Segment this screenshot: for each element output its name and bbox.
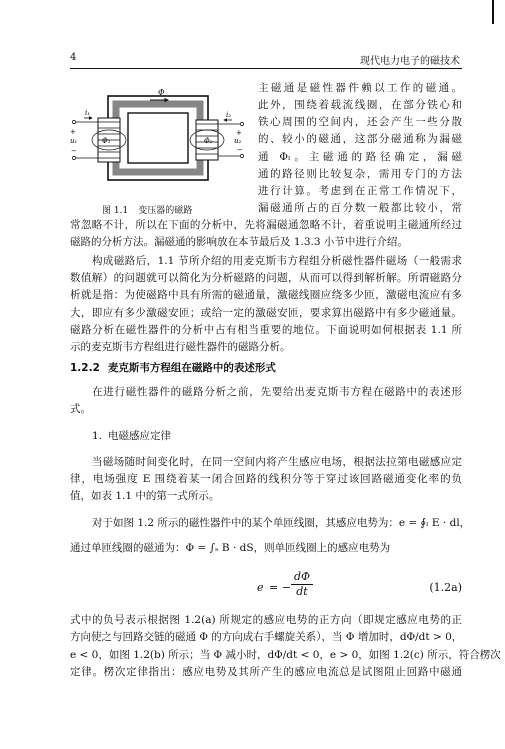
- text-line: 律，电场强度 E 围绕着某一闭合回路的线积分等于穿过该回路磁通变化率的负: [70, 473, 462, 485]
- text-line: 磁路分析在磁性器件的分析中占有相当重要的地位。下面说明如何根据表 1.1 所: [70, 324, 462, 336]
- label-phi2: Φ₂: [204, 137, 213, 145]
- text-line: 当磁场随时间变化时，在同一空间内将产生感应电场，根据法拉第电磁感应定: [92, 456, 462, 468]
- text-line: 方向使之与回路交链的磁通 Φ 的方向成右手螺旋关系），当 Φ 增加时，dΦ/dt > 0，: [70, 631, 463, 643]
- text-line: 在进行磁性器件的磁路分析之前，先要给出麦克斯韦方程在磁路中的表述形: [92, 386, 462, 398]
- text-line: 此外，围绕着载流线圈，在部分铁心和: [258, 99, 462, 111]
- label-phi1: Φ₁: [102, 137, 111, 145]
- figure-transformer-magnetic-circuit: [70, 80, 245, 220]
- text-line: 构成磁路后，1.1 节所介绍的用麦克斯韦方程组分析磁性器件磁场（一般需求: [92, 255, 462, 267]
- page-header: [70, 52, 460, 68]
- page-number: 4: [70, 52, 77, 63]
- figure-caption-number: 图 1.1: [102, 206, 129, 216]
- text-line: 通的路径则比较复杂，需用专门的方法: [258, 168, 462, 180]
- label-plus-left: +: [70, 128, 76, 136]
- text-line: 数值解）的问题就可以简化为分析磁路的问题，从而可以得到解析解。所谓磁路分: [70, 272, 462, 284]
- text-line: 析就是指：为使磁路中具有所需的磁通量，激磁线圈应绕多少匝，激磁电流应有多: [70, 289, 462, 301]
- equation-number: (1.2a): [429, 581, 462, 594]
- transformer-diagram: [70, 80, 245, 200]
- core-outer: [108, 96, 208, 180]
- equation-fraction: [291, 570, 313, 599]
- scan-edge-mark: [492, 0, 494, 24]
- text-line: 定律。楞次定律指出：感应电势及其所产生的感应电流总是试图阻止回路中磁通: [70, 666, 462, 678]
- text-line: 进行计算。考虑到在正常工作情况下，: [258, 185, 462, 197]
- text-line: 对于如图 1.2 所示的磁性器件中的某个单匝线圈，其感应电势为：e = ∮ₗ E · dl，: [92, 517, 471, 529]
- subsection-heading: [92, 428, 171, 443]
- label-i2: i₂: [226, 111, 232, 119]
- text-line: 值，如表 1.1 中的第一式所示。: [70, 490, 220, 502]
- figure-caption-title: 变压器的磁路: [138, 206, 193, 216]
- equation-equals: = −: [269, 581, 291, 594]
- figure-caption: [102, 203, 192, 216]
- running-head: 现代电力电子的磁技术: [360, 56, 460, 67]
- text-line: 磁路的分析方法。漏磁通的影响放在本节最后及 1.3.3 小节中进行介绍。: [70, 236, 408, 248]
- equation-lhs: e: [257, 581, 264, 594]
- text-line: 的、较小的磁通，这部分磁通称为漏磁: [258, 133, 462, 145]
- text-line: 式。: [70, 403, 91, 415]
- text-line: 铁心周围的空间内，还会产生一些分散: [258, 116, 462, 128]
- subsection-title: 电磁感应定律: [108, 430, 172, 442]
- equation-numerator: dΦ: [291, 570, 313, 585]
- text-line: e < 0，如图 1.2(b) 所示；当 Φ 减小时，dΦ/dt < 0，e > 0，如图 1.2(c) 所示，符合楞次: [70, 649, 501, 661]
- text-line: 大，即应有多少激磁安匝；或给一定的激磁安匝，要求算出磁路中有多少磁通量。: [70, 307, 462, 319]
- label-u1: u₁: [70, 137, 78, 145]
- section-heading: [70, 360, 276, 375]
- header-rule: [70, 68, 462, 69]
- text-line: 示的麦克斯韦方程组进行磁性器件的磁路分析。: [70, 341, 291, 353]
- subsection-number: 1.: [92, 430, 103, 442]
- text-line: 通 Φₗ。主磁通的路径确定，漏磁: [258, 151, 462, 163]
- text-line: 常忽略不计，所以在下面的分析中，先将漏磁通忽略不计，着重说明主磁通所经过: [70, 219, 462, 231]
- section-title: 麦克斯韦方程组在磁路中的表述形式: [107, 362, 276, 374]
- label-minus-right: −: [237, 146, 243, 154]
- text-line: 式中的负号表示根据图 1.2(a) 所规定的感应电势的正方向（即规定感应电势的正: [70, 614, 462, 626]
- label-u2: u₂: [234, 137, 242, 145]
- equation-1-2a: [257, 570, 462, 606]
- equation-denominator: dt: [296, 585, 308, 598]
- label-i1: i₁: [85, 109, 91, 117]
- label-plus-right: +: [236, 129, 242, 137]
- text-line: 主磁通是磁性器件赖以工作的磁通。: [258, 82, 462, 94]
- section-number: 1.2.2: [70, 362, 100, 374]
- text-line: 通过单匝线圈的磁通为：Φ = ∫ₛ B · dS，则单匝线圈上的感应电势为: [70, 542, 391, 554]
- core-window: [128, 113, 188, 163]
- text-line: 漏磁通所占的百分数一般都比较小，常: [258, 202, 462, 214]
- label-minus-left: −: [71, 147, 77, 155]
- label-phi: Φ: [158, 88, 165, 97]
